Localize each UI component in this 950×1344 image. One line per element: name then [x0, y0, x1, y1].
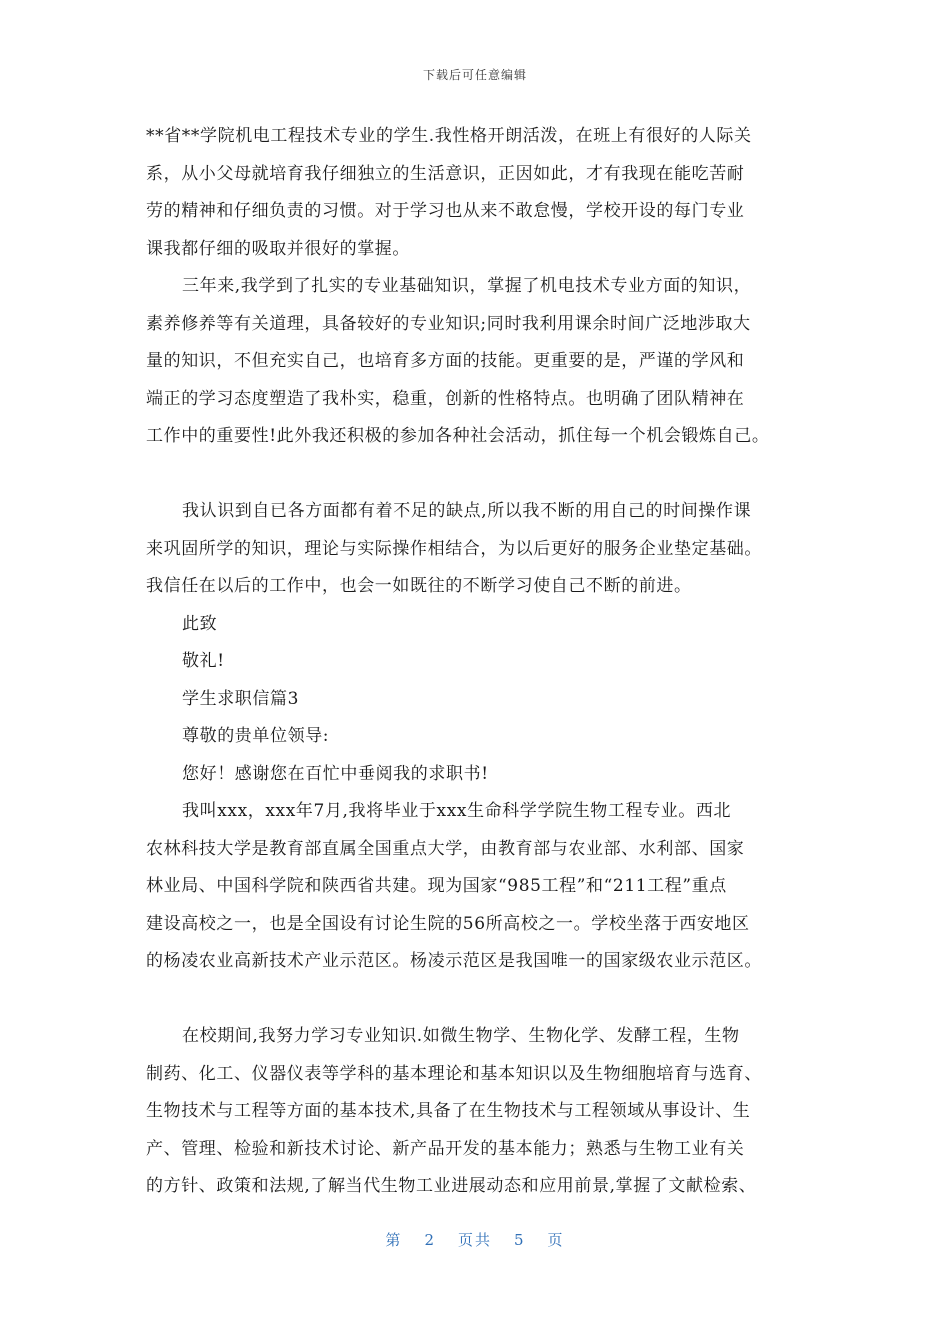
paragraph: [146, 793, 826, 981]
footer-total-pages: 5: [514, 1231, 526, 1249]
text-line: 建设高校之一，也是全国设有讨论生院的56所高校之一。学校坐落于西安地区: [146, 913, 750, 934]
text-line: 我信任在以后的工作中，也会一如既往的不断学习使自己不断的前进。: [146, 576, 692, 596]
paragraph: [146, 756, 826, 794]
paragraph: [146, 1018, 826, 1206]
paragraph: [146, 268, 826, 456]
text-line: 在校期间,我努力学习专业知识.如微生物学、生物化学、发酵工程，生物: [182, 1026, 740, 1046]
text-line: 素养修养等有关道理，具备较好的专业知识;同时我利用课余时间广泛地涉取大: [146, 313, 751, 334]
text-line: 尊敬的贵单位领导:: [182, 726, 330, 746]
page-footer: [0, 1229, 950, 1250]
text-line: 端正的学习态度塑造了我朴实，稳重，创新的性格特点。也明确了团队精神在: [146, 388, 745, 409]
text-line: 系，从小父母就培育我仔细独立的生活意识，正因如此，才有我现在能吃苦耐: [146, 163, 745, 184]
paragraph: [146, 643, 826, 681]
text-line: 量的知识，不但充实自己，也培育多方面的技能。更重要的是，严谨的学风和: [146, 351, 745, 371]
text-line: 工作中的重要性!此外我还积极的参加各种社会活动，抓住每一个机会锻炼自己。: [146, 426, 770, 446]
text-line: 来巩固所学的知识，理论与实际操作相结合，为以后更好的服务企业垫定基础。: [146, 538, 762, 559]
text-line: 我认识到自已各方面都有着不足的缺点,所以我不断的用自己的时间操作课: [182, 501, 752, 521]
footer-current-page: 2: [424, 1231, 436, 1249]
text-line: 生物技术与工程等方面的基本技术,具备了在生物技术与工程领域从事设计、生: [146, 1101, 751, 1121]
text-line: 我叫xxx，xxx年7月,我将毕业于xxx生命科学学院生物工程专业。西北: [182, 801, 732, 821]
text-line: 农林科技大学是教育部直属全国重点大学，由教育部与农业部、水利部、国家: [146, 838, 745, 859]
paragraph: [146, 718, 826, 756]
paragraph: [146, 606, 826, 644]
page-header: 下载后可任意编辑: [422, 68, 527, 82]
text-line: 三年来,我学到了扎实的专业基础知识，掌握了机电技术专业方面的知识，: [182, 276, 752, 296]
text-line: 的杨凌农业高新技术产业示范区。杨凌示范区是我国唯一的国家级农业示范区。: [146, 951, 762, 971]
footer-middle: 页共: [457, 1231, 492, 1249]
footer-suffix: 页: [547, 1231, 565, 1249]
paragraph-gap: [146, 456, 826, 494]
paragraph-gap: [146, 981, 826, 1019]
text-line: 课我都仔细的吸取并很好的掌握。: [146, 238, 410, 259]
footer-prefix: 第: [385, 1231, 403, 1249]
text-line: 产、管理、检验和新技术讨论、新产品开发的基本能力；熟悉与生物工业有关: [146, 1138, 745, 1159]
text-line: 敬礼!: [182, 651, 225, 671]
paragraph: [146, 681, 826, 719]
text-line: 劳的精神和仔细负责的习惯。对于学习也从来不敢怠慢，学校开设的每门专业: [146, 201, 745, 221]
document-body: [146, 118, 826, 1206]
paragraph: [146, 118, 826, 268]
text-line: 学生求职信篇3: [182, 688, 300, 709]
text-line: 您好！感谢您在百忙中垂阅我的求职书!: [182, 763, 489, 784]
text-line: 的方针、政策和法规,了解当代生物工业进展动态和应用前景,掌握了文献检索、: [146, 1176, 757, 1196]
text-line: 林业局、中国科学院和陕西省共建。现为国家“985工程”和“211工程”重点: [146, 876, 727, 896]
paragraph: [146, 493, 826, 606]
text-line: **省**学院机电工程技术专业的学生.我性格开朗活泼，在班上有很好的人际关: [146, 126, 752, 146]
text-line: 此致: [182, 613, 218, 634]
text-line: 制药、化工、仪器仪表等学科的基本理论和基本知识以及生物细胞培育与选育、: [146, 1063, 762, 1084]
